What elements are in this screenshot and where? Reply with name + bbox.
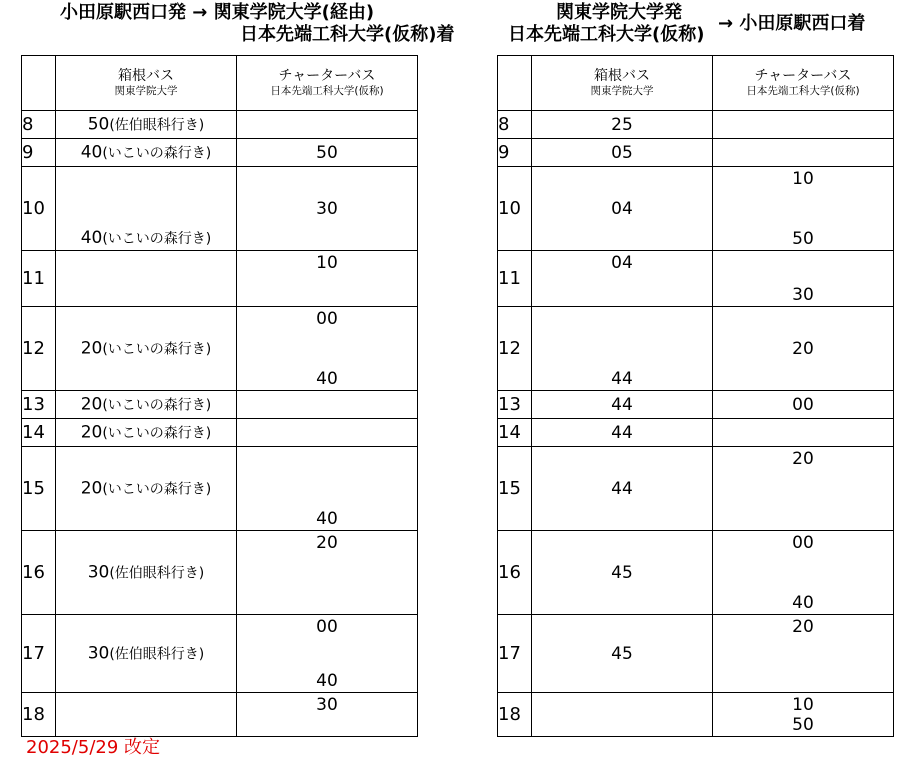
charter-bus-cell <box>237 447 418 531</box>
hour-cell: 16 <box>22 531 56 615</box>
departure-time <box>713 449 893 469</box>
timetable-row <box>498 251 894 307</box>
timetable-row <box>22 531 418 615</box>
departure-time <box>713 285 893 305</box>
hakone-bus-header-name: 箱根バス <box>118 68 174 84</box>
hour-cell: 12 <box>22 307 56 391</box>
hakone-bus-cell <box>532 139 713 167</box>
timetable-row <box>22 251 418 307</box>
hour-cell: 16 <box>498 531 532 615</box>
charter-bus-header <box>713 56 894 111</box>
departure-minute: 30 <box>792 285 814 305</box>
hour-cell: 13 <box>22 391 56 419</box>
departure-minute: 40 <box>80 142 103 162</box>
timetable-row <box>22 167 418 251</box>
timetable-row <box>498 693 894 737</box>
hour-cell: 8 <box>22 111 56 139</box>
charter-bus-cell <box>713 167 894 251</box>
hour-cell: 15 <box>498 447 532 531</box>
departure-time <box>56 394 236 415</box>
hakone-bus-cell <box>532 391 713 419</box>
charter-bus-cell <box>237 307 418 391</box>
destination-note: (いこいの森行き) <box>102 341 212 357</box>
departure-minute: 20 <box>792 617 814 637</box>
timetable-row <box>22 139 418 167</box>
hakone-bus-cell <box>56 391 237 419</box>
charter-bus-cell <box>237 531 418 615</box>
departure-time <box>532 479 712 499</box>
charter-bus-cell <box>713 251 894 307</box>
charter-bus-header-name: チャーターバス <box>754 68 852 84</box>
departure-minute: 10 <box>792 169 814 189</box>
timetable-row <box>498 111 894 139</box>
departure-minute: 44 <box>611 422 633 443</box>
departure-time <box>237 509 417 529</box>
departure-time <box>532 253 712 273</box>
departure-minute: 20 <box>80 422 103 442</box>
departure-time <box>713 533 893 553</box>
hour-cell: 17 <box>498 615 532 693</box>
departure-time <box>56 422 236 443</box>
departure-time <box>237 369 417 389</box>
hakone-bus-cell <box>56 419 237 447</box>
departure-minute: 45 <box>611 643 633 664</box>
departure-time <box>532 115 712 135</box>
hakone-bus-cell <box>532 693 713 737</box>
charter-bus-cell <box>713 419 894 447</box>
departure-time <box>532 563 712 583</box>
departure-minute: 50 <box>792 715 814 735</box>
charter-bus-cell <box>713 391 894 419</box>
departure-time <box>713 169 893 189</box>
departure-time <box>532 423 712 443</box>
departure-minute: 40 <box>316 509 338 529</box>
hour-cell: 15 <box>22 447 56 531</box>
hakone-bus-cell <box>532 251 713 307</box>
timetable-row <box>498 307 894 391</box>
destination-note: (佐伯眼科行き) <box>109 565 205 581</box>
timetable-row <box>22 693 418 737</box>
charter-bus-cell <box>237 167 418 251</box>
departure-minute: 20 <box>80 338 103 358</box>
departure-minute: 50 <box>316 142 338 163</box>
departure-minute: 20 <box>80 394 103 414</box>
hakone-bus-cell <box>56 531 237 615</box>
hakone-bus-cell <box>532 531 713 615</box>
hakone-bus-cell <box>56 139 237 167</box>
departure-time <box>237 143 417 163</box>
timetable-row <box>22 615 418 693</box>
departure-minute: 44 <box>611 478 633 499</box>
charter-bus-cell <box>237 391 418 419</box>
hour-cell: 10 <box>22 167 56 251</box>
departure-time <box>532 369 712 389</box>
departure-time <box>713 715 893 735</box>
hakone-bus-header <box>532 56 713 111</box>
hakone-bus-header-sub: 関東学院大学 <box>590 85 654 97</box>
timetable-row <box>498 419 894 447</box>
departure-time <box>532 143 712 163</box>
charter-bus-cell <box>713 447 894 531</box>
hour-cell: 10 <box>498 167 532 251</box>
departure-minute: 50 <box>87 114 110 134</box>
timetable-row <box>498 531 894 615</box>
charter-bus-cell <box>237 139 418 167</box>
departure-minute: 04 <box>611 253 633 273</box>
departure-minute: 44 <box>611 394 633 415</box>
hakone-bus-cell <box>56 615 237 693</box>
departure-time <box>532 395 712 415</box>
inbound-title-line2: 日本先端工科大学(仮称) <box>508 24 705 45</box>
departure-minute: 00 <box>792 533 814 553</box>
departure-minute: 30 <box>87 643 110 663</box>
hour-header <box>22 56 56 111</box>
hakone-bus-cell <box>56 251 237 307</box>
hakone-bus-cell <box>532 111 713 139</box>
charter-bus-header-sub: 日本先端工科大学(仮称) <box>746 85 860 97</box>
inbound-title <box>508 2 704 46</box>
hakone-bus-cell <box>532 447 713 531</box>
departure-time <box>237 695 417 715</box>
departure-minute: 44 <box>611 369 633 389</box>
departure-minute: 20 <box>316 533 338 553</box>
inbound-title-destination: → 小田原駅西口着 <box>718 13 866 34</box>
timetable-row <box>498 615 894 693</box>
departure-minute: 40 <box>792 593 814 613</box>
outbound-title-line1: 小田原駅西口発 → 関東学院大学(経由) <box>60 2 375 23</box>
departure-minute: 00 <box>316 617 338 637</box>
departure-time <box>56 562 236 583</box>
hour-cell: 17 <box>22 615 56 693</box>
hakone-bus-header <box>56 56 237 111</box>
destination-note: (いこいの森行き) <box>102 145 212 161</box>
departure-minute: 25 <box>611 114 633 135</box>
charter-bus-cell <box>713 693 894 737</box>
hour-cell: 9 <box>22 139 56 167</box>
destination-note: (佐伯眼科行き) <box>109 117 205 133</box>
departure-minute: 40 <box>316 369 338 389</box>
charter-bus-cell <box>713 615 894 693</box>
charter-bus-cell <box>237 693 418 737</box>
timetable-row <box>498 139 894 167</box>
hour-cell: 13 <box>498 391 532 419</box>
hour-cell: 11 <box>498 251 532 307</box>
departure-time <box>713 339 893 359</box>
hour-cell: 8 <box>498 111 532 139</box>
departure-minute: 40 <box>316 671 338 691</box>
departure-minute: 10 <box>792 695 814 715</box>
hakone-bus-cell <box>532 307 713 391</box>
hour-header <box>498 56 532 111</box>
timetable-row <box>22 419 418 447</box>
destination-note: (いこいの森行き) <box>102 425 212 441</box>
hakone-bus-cell <box>532 419 713 447</box>
hakone-bus-cell <box>532 615 713 693</box>
departure-time <box>713 395 893 415</box>
hour-cell: 12 <box>498 307 532 391</box>
departure-time <box>237 533 417 553</box>
departure-minute: 50 <box>792 229 814 249</box>
departure-time <box>56 228 236 249</box>
hakone-bus-cell <box>56 307 237 391</box>
departure-time <box>56 338 236 359</box>
destination-note: (いこいの森行き) <box>102 231 212 247</box>
departure-time <box>237 199 417 219</box>
departure-time <box>713 695 893 715</box>
inbound-timetable <box>497 55 894 737</box>
timetable-row <box>22 447 418 531</box>
timetable-row <box>498 447 894 531</box>
hour-cell: 18 <box>22 693 56 737</box>
departure-minute: 30 <box>87 562 110 582</box>
hakone-bus-cell <box>56 693 237 737</box>
outbound-timetable <box>21 55 418 737</box>
hakone-bus-cell <box>56 111 237 139</box>
departure-minute: 40 <box>80 228 103 248</box>
departure-time <box>713 229 893 249</box>
destination-note: (いこいの森行き) <box>102 397 212 413</box>
departure-time <box>237 671 417 691</box>
hakone-bus-cell <box>56 447 237 531</box>
departure-minute: 30 <box>316 198 338 219</box>
departure-time <box>56 478 236 499</box>
departure-minute: 04 <box>611 198 633 219</box>
departure-time <box>713 593 893 613</box>
departure-time <box>56 643 236 664</box>
outbound-title <box>60 2 454 46</box>
charter-bus-header-sub: 日本先端工科大学(仮称) <box>270 85 384 97</box>
departure-time <box>532 199 712 219</box>
charter-bus-header <box>237 56 418 111</box>
departure-minute: 00 <box>316 309 338 329</box>
departure-time <box>237 253 417 273</box>
charter-bus-cell <box>713 139 894 167</box>
hakone-bus-cell <box>56 167 237 251</box>
charter-bus-cell <box>237 615 418 693</box>
departure-time <box>237 309 417 329</box>
departure-minute: 00 <box>792 394 814 415</box>
inbound-title-line1: 関東学院大学発 <box>556 2 682 23</box>
hakone-bus-cell <box>532 167 713 251</box>
hakone-bus-header-sub: 関東学院大学 <box>114 85 178 97</box>
charter-bus-cell <box>237 419 418 447</box>
timetable-row <box>498 391 894 419</box>
destination-note: (佐伯眼科行き) <box>109 646 205 662</box>
charter-bus-header-name: チャーターバス <box>278 68 376 84</box>
charter-bus-cell <box>237 111 418 139</box>
departure-minute: 05 <box>611 142 633 163</box>
timetable-row <box>498 167 894 251</box>
timetable-row <box>22 111 418 139</box>
outbound-title-line2: 日本先端工科大学(仮称)着 <box>240 24 455 45</box>
departure-minute: 20 <box>80 478 103 498</box>
departure-minute: 45 <box>611 562 633 583</box>
departure-time <box>237 617 417 637</box>
charter-bus-cell <box>713 531 894 615</box>
departure-time <box>532 644 712 664</box>
departure-time <box>56 114 236 135</box>
hakone-bus-header-name: 箱根バス <box>594 68 650 84</box>
hour-cell: 11 <box>22 251 56 307</box>
charter-bus-cell <box>713 307 894 391</box>
timetable-row <box>22 391 418 419</box>
hour-cell: 18 <box>498 693 532 737</box>
revision-date: 2025/5/29 改定 <box>26 737 161 758</box>
destination-note: (いこいの森行き) <box>102 481 212 497</box>
departure-minute: 20 <box>792 449 814 469</box>
departure-minute: 10 <box>316 253 338 273</box>
departure-time <box>56 142 236 163</box>
hour-cell: 14 <box>498 419 532 447</box>
charter-bus-cell <box>713 111 894 139</box>
hour-cell: 9 <box>498 139 532 167</box>
departure-time <box>713 617 893 637</box>
departure-minute: 20 <box>792 338 814 359</box>
hour-cell: 14 <box>22 419 56 447</box>
charter-bus-cell <box>237 251 418 307</box>
departure-minute: 30 <box>316 695 338 715</box>
timetable-row <box>22 307 418 391</box>
